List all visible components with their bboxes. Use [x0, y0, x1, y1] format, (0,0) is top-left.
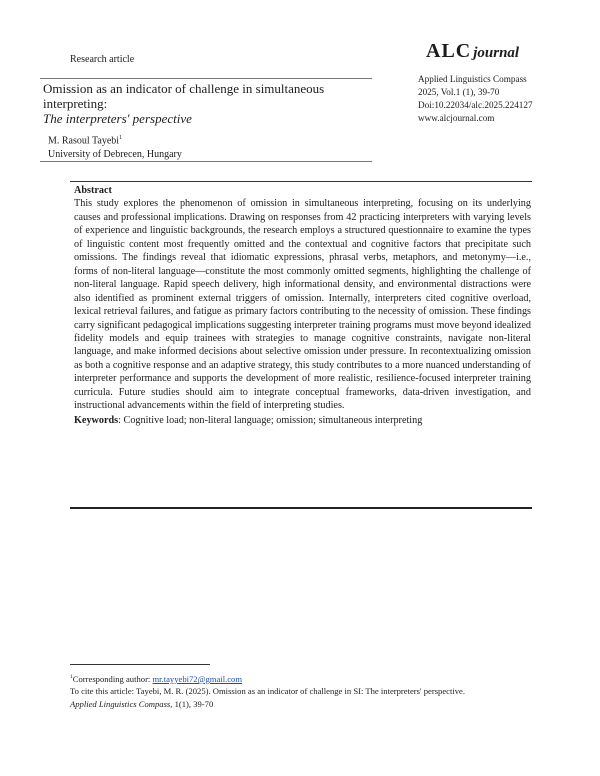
logo-alc-text: ALC	[426, 40, 472, 62]
article-subtitle: The interpreters' perspective	[43, 111, 192, 126]
footnote-mark: 1	[70, 674, 73, 680]
author-line	[48, 131, 182, 148]
author-footnote-mark: 1	[119, 135, 123, 141]
abstract-heading: Abstract	[74, 185, 112, 196]
author-block	[48, 131, 182, 162]
journal-volume: 2025, Vol.1 (1), 39-70	[418, 87, 500, 97]
title-block	[43, 81, 373, 127]
citation-journal-line	[70, 698, 465, 711]
logo-journal-text: journal	[473, 45, 520, 61]
abstract-top-rule	[70, 181, 532, 182]
author-bottom-rule	[40, 161, 372, 162]
corresponding-label: Corresponding author:	[72, 673, 153, 684]
keywords-label: Keywords	[74, 414, 119, 426]
keywords-line	[74, 414, 531, 427]
corresponding-author-note	[70, 671, 465, 685]
article-type-label: Research article	[70, 54, 135, 65]
abstract-text: This study explores the phenomenon of omission in simultaneous interpreting, focusing on its underlying causes and professional implications. Drawing on responses from 42 practicing interpreters with varying levels of experience and linguistic backgrounds, the research employs a structured questionnaire to examine the types of linguistic content most frequently omitted and the contextual and cognitive factors that precipitate such omissions. The findings reveal that idiomatic expressions, phrasal verbs, metaphors, and metonymy—i.e., forms of non-literal language—constitute the most commonly omitted segments, highlighting the challenge of non-literal language. Rapid speech delivery, high informational density, and environmental distractions were also identified as prominent external triggers of omission. Internally, interpreters cited cognitive overload, lexical retrieval failures, and fatigue as primary factors contributing to the necessity of omission. These findings carry significant pedagogical implications suggesting interpreter training programs must move beyond idealized fidelity models and equip trainees with strategies to manage cognitive constraints, navigate non-literal language, and make informed decisions about selective omission under pressure. In recontextualizing omission as both a cognitive response and an adaptive strategy, this study contributes to a more nuanced understanding of interpreter performance and supports the development of more realistic, resilience-focused interpreter training curricula. Future studies should aim to integrate conceptual frameworks, data-driven investigation, and instructional advancements within the field of interpreting studies.	[74, 198, 531, 412]
footnote-rule	[70, 664, 210, 665]
footnotes	[70, 671, 465, 711]
citation-journal-name: Applied Linguistics Compass	[70, 699, 171, 710]
keywords-list: : Cognitive load; non-literal language; omission; simultaneous interpreting	[118, 414, 423, 426]
journal-doi: Doi:10.22034/alc.2025.224127	[418, 100, 533, 110]
journal-url[interactable]: www.alcjournal.com	[418, 113, 495, 123]
abstract-section	[74, 184, 531, 427]
journal-name: Applied Linguistics Compass	[418, 74, 527, 84]
journal-logo	[426, 40, 519, 63]
title-top-rule	[40, 78, 372, 79]
article-title: Omission as an indicator of challenge in simultaneous interpreting:	[43, 81, 325, 111]
journal-info	[418, 73, 533, 125]
author-affiliation: University of Debrecen, Hungary	[48, 149, 182, 161]
citation-line: To cite this article: Tayebi, M. R. (2025). Omission as an indicator of challenge in SI: The interpreters' perspective.	[70, 686, 465, 697]
citation-issue: , 1(1), 39-70	[170, 699, 214, 710]
author-name: M. Rasoul Tayebi	[48, 135, 120, 147]
abstract-bottom-rule	[70, 507, 532, 509]
author-email-link[interactable]: mr.tayyebi72@gmail.com	[152, 673, 243, 684]
